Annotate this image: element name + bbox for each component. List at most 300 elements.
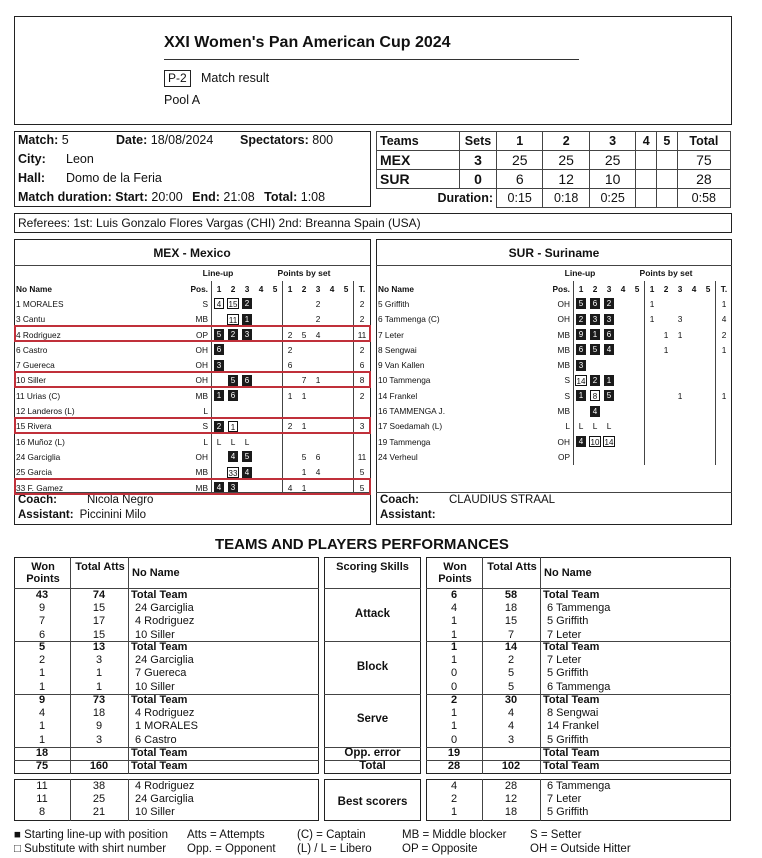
left-group-rule <box>14 760 319 761</box>
right-total-atts: 2 <box>507 654 515 667</box>
away-col-points-2: 2 <box>663 283 669 294</box>
away-points-cell <box>687 327 701 342</box>
home-player-pos: S <box>161 419 212 434</box>
home-lineup-cell <box>212 296 227 311</box>
left-won-points: 6 <box>38 628 46 641</box>
home-lineup-cell: L <box>216 436 222 447</box>
away-points-cell <box>701 327 716 342</box>
right-best-divider <box>540 779 541 821</box>
away-col-points-1: 1 <box>649 283 655 294</box>
away-lineup-cell <box>588 434 602 449</box>
away-lineup-cell <box>616 342 630 357</box>
left-won-points: 43 <box>35 589 49 601</box>
home-col-total: T. <box>358 283 366 294</box>
away-lineup-cell: L <box>606 421 612 432</box>
right-player: Total Team <box>543 641 600 653</box>
away-points-cell <box>687 449 701 464</box>
scoring-skills-header: Scoring Skills <box>336 561 409 573</box>
home-player-pos: OH <box>161 373 212 388</box>
away-player-name: 14 Frankel <box>378 390 418 401</box>
legend-item: MB = Middle blocker <box>402 829 507 841</box>
away-lineup-cell <box>616 296 630 311</box>
away-lineup-cell <box>574 357 589 372</box>
skill-rule <box>324 760 421 761</box>
away-lineup-cell <box>588 296 602 311</box>
home-lineup-cell <box>226 342 240 357</box>
right-player: 5 Griffith <box>547 615 589 628</box>
substitute-number: 4 <box>214 298 224 309</box>
score-duration-row: Duration: 0:15 0:18 0:25 0:58 <box>377 189 731 208</box>
away-points-cell <box>645 434 660 449</box>
skill-opp-error: Opp. error <box>344 747 401 759</box>
away-coach-name: CLAUDIUS STRAAL <box>448 494 556 506</box>
left-group-rule <box>14 694 319 695</box>
right-total-atts: 18 <box>504 602 518 615</box>
away-player-pos: OP <box>527 449 573 464</box>
away-player-pos: OH <box>527 296 573 311</box>
starting-position: 6 <box>576 344 586 355</box>
left-won-points: 9 <box>38 694 46 706</box>
home-points-cell: 4 <box>287 482 293 493</box>
home-total-cell: 6 <box>359 360 365 371</box>
away-total-cell <box>716 373 733 388</box>
away-points-cell <box>673 357 687 372</box>
away-lineup-cell <box>616 449 630 464</box>
right-player: 6 Tammenga <box>547 680 611 693</box>
away-lineup-cell <box>574 388 589 403</box>
away-points-cell <box>645 327 660 342</box>
right-won-points: 6 <box>450 589 458 601</box>
home-points-cell: 4 <box>315 467 321 478</box>
home-col-lineup-4: 4 <box>258 283 264 294</box>
home-player-name: 24 Garciglia <box>16 451 61 462</box>
left-total-atts: 3 <box>95 654 103 667</box>
left-total-atts: 15 <box>92 602 106 615</box>
right-won-points: 2 <box>450 793 458 806</box>
home-points-cell: 1 <box>301 390 307 401</box>
away-points-cell <box>687 419 701 434</box>
away-lineup-cell <box>630 388 645 403</box>
left-won-points: 11 <box>36 793 48 806</box>
away-points-cell <box>687 342 701 357</box>
away-player-row <box>376 403 732 418</box>
home-player-pos: OH <box>161 449 212 464</box>
away-player-name: 16 TAMMENGA J. <box>378 406 446 417</box>
away-column-headers <box>376 281 732 296</box>
away-total-cell <box>716 419 733 434</box>
home-player-pos: MB <box>161 388 212 403</box>
home-player-name: 4 Rodriguez <box>16 329 61 340</box>
home-points-cell: 6 <box>287 360 293 371</box>
away-points-cell: 3 <box>677 314 683 325</box>
home-points-cell <box>339 342 354 357</box>
home-lineup-cell: L <box>244 436 250 447</box>
score-header-row: Teams Sets 1 2 3 4 5 Total <box>377 132 731 151</box>
left-total-atts: 18 <box>92 707 106 720</box>
home-player-pos: OP <box>161 327 212 342</box>
away-player-name: 24 Verheul <box>378 451 418 462</box>
away-lineup-header: Line-up <box>564 268 596 278</box>
home-player-pos: OH <box>161 357 212 372</box>
away-points-cell <box>701 373 716 388</box>
left-total-atts: 1 <box>95 680 103 693</box>
starting-position: 5 <box>214 329 224 340</box>
home-player-name: 25 Garcia <box>16 467 52 478</box>
away-player-name: 5 Griffith <box>378 298 410 309</box>
home-total-cell: 2 <box>359 390 365 401</box>
away-lineup-cell <box>588 342 602 357</box>
away-col-points-3: 3 <box>677 283 683 294</box>
away-total-cell: 4 <box>721 314 727 325</box>
left-won-points: 8 <box>38 806 46 819</box>
home-lineup-cell <box>226 449 240 464</box>
home-column-headers <box>14 281 370 296</box>
home-total-cell: 5 <box>359 467 365 478</box>
away-player-name: 6 Tammenga (C) <box>378 314 440 325</box>
home-col-points-3: 3 <box>315 283 321 294</box>
left-total-atts: 9 <box>95 720 103 733</box>
home-lineup-cell <box>254 296 268 311</box>
away-player-row <box>376 342 732 357</box>
score-row-home: MEX 3 25 25 25 75 <box>377 151 731 170</box>
away-player-name: 10 Tammenga <box>378 375 431 386</box>
right-won-points: 0 <box>450 733 458 746</box>
away-lineup-cell <box>602 357 616 372</box>
home-points-cell: 5 <box>301 451 307 462</box>
left-won-points: 1 <box>38 720 46 733</box>
away-lineup-cell <box>588 327 602 342</box>
left-player: Total Team <box>131 694 188 706</box>
left-total-atts: 21 <box>92 806 106 819</box>
home-points-cell <box>297 296 311 311</box>
substitute-number: 15 <box>228 300 238 310</box>
right-group-rule <box>426 694 731 695</box>
legend-item: (L) / L = Libero <box>297 843 372 855</box>
left-total-atts: 3 <box>95 733 103 746</box>
away-points-cell <box>687 388 701 403</box>
home-lineup-cell <box>240 342 254 357</box>
starting-position: 4 <box>214 482 224 493</box>
away-player-pos: S <box>527 388 573 403</box>
skill-rule <box>324 641 421 642</box>
right-total-atts: 15 <box>504 615 518 628</box>
highlight-gamez <box>14 478 371 495</box>
left-player: 24 Garciglia <box>135 602 194 615</box>
right-total-atts: 18 <box>504 806 518 819</box>
right-total-atts: 28 <box>504 780 518 792</box>
home-total-cell: 2 <box>359 344 365 355</box>
right-group-rule <box>426 760 731 761</box>
home-points-cell <box>325 449 339 464</box>
away-lineup-cell <box>602 403 616 418</box>
away-points-cell <box>659 403 673 418</box>
right-won-points: 0 <box>450 667 458 680</box>
away-lineup-cell <box>630 312 645 327</box>
starting-position: 5 <box>576 298 586 309</box>
away-points-cell <box>673 449 687 464</box>
away-player-pos: S <box>527 373 573 388</box>
highlight-siller <box>14 371 371 388</box>
home-coach <box>18 494 153 506</box>
match-city: City: Leon <box>18 152 94 166</box>
away-lineup-cell <box>588 357 602 372</box>
right-won-points: 0 <box>450 680 458 693</box>
left-total-atts: 38 <box>92 780 106 792</box>
right-won-points: 1 <box>450 615 458 628</box>
left-won-points: 2 <box>38 654 46 667</box>
home-player-name: 12 Landeros (L) <box>16 406 75 417</box>
away-total-cell: 1 <box>721 298 727 309</box>
home-player-pos: L <box>161 434 212 449</box>
right-won-points: 19 <box>447 747 461 759</box>
left-player: 6 Castro <box>135 733 177 746</box>
away-points-cell <box>673 342 687 357</box>
home-col-0: No Name <box>16 283 52 294</box>
right-won-points: 1 <box>450 641 458 653</box>
left-won-points: 5 <box>38 641 46 653</box>
home-assistant-name: Piccinini Milo <box>79 509 147 521</box>
home-points-cell <box>339 434 354 449</box>
left-total-atts: 73 <box>92 694 106 706</box>
right-total-atts: 5 <box>507 680 515 693</box>
away-points-cell: 1 <box>663 329 669 340</box>
away-lineup-cell <box>574 373 589 388</box>
home-points-cell: 2 <box>315 314 321 325</box>
starting-position: 2 <box>576 314 586 325</box>
away-lineup-cell <box>616 419 630 434</box>
right-player: 5 Griffith <box>547 806 589 819</box>
away-lineup-cell <box>616 403 630 418</box>
left-best-divider <box>128 779 129 821</box>
legend-item: Opp. = Opponent <box>187 843 276 855</box>
referees: Referees: 1st: Luis Gonzalo Flores Vargas (CHI) 2nd: Breanna Spain (USA) <box>18 216 421 230</box>
home-col-points-2: 2 <box>301 283 307 294</box>
away-lineup-cell <box>630 357 645 372</box>
starting-position: 1 <box>214 390 224 401</box>
home-points-cell: 1 <box>301 467 307 478</box>
right-won-points: 2 <box>450 694 458 706</box>
home-player-name: 7 Guereca <box>16 360 55 371</box>
away-player-row <box>376 373 732 388</box>
skill-serve: Serve <box>356 713 389 725</box>
away-player-row <box>376 434 732 449</box>
away-lineup-cell <box>616 327 630 342</box>
starting-position: 4 <box>590 406 600 417</box>
away-lineup-cell <box>588 449 602 464</box>
right-total-atts: 30 <box>504 694 518 706</box>
home-lineup-header: Line-up <box>202 268 234 278</box>
score-table <box>376 131 731 208</box>
away-lineup-cell <box>630 373 645 388</box>
highlight-rodriguez <box>14 325 371 342</box>
starting-position: 6 <box>590 298 600 309</box>
home-points-cell <box>339 296 354 311</box>
away-coach <box>380 494 555 506</box>
away-points-cell <box>659 357 673 372</box>
home-col-lineup-2: 2 <box>230 283 236 294</box>
away-col-1: Pos. <box>527 281 573 296</box>
home-player-pos: MB <box>161 465 212 480</box>
right-group-rule <box>426 747 731 748</box>
legend-item: S = Setter <box>530 829 582 841</box>
away-points-cell <box>659 419 673 434</box>
home-player-name: 6 Castro <box>16 344 48 355</box>
away-lineup-cell <box>602 312 616 327</box>
away-lineup-cell <box>616 373 630 388</box>
right-col-divider <box>540 557 541 774</box>
away-total-cell: 1 <box>721 390 727 401</box>
left-player: 4 Rodriguez <box>135 780 195 792</box>
home-player-row <box>14 342 370 357</box>
away-points-cell <box>701 403 716 418</box>
home-points-cell <box>311 388 325 403</box>
away-col-points-4: 4 <box>691 283 697 294</box>
home-points-cell: 2 <box>287 329 293 340</box>
away-player-table <box>376 281 732 465</box>
left-total-atts: 1 <box>95 667 103 680</box>
substitute-number: 1 <box>228 421 238 432</box>
away-points-cell: 1 <box>677 390 683 401</box>
away-player-pos: MB <box>527 357 573 372</box>
right-total-atts: 4 <box>507 720 515 733</box>
right-player: 8 Sengwai <box>547 707 599 720</box>
match-duration: Match duration: Start: 20:00 End: 21:08 Total: 1:08 <box>18 190 326 204</box>
away-points-cell <box>659 388 673 403</box>
starting-position: 4 <box>242 467 252 478</box>
home-points-cell: 5 <box>301 329 307 340</box>
away-points-cell <box>701 357 716 372</box>
away-lineup-cell: L <box>578 421 584 432</box>
left-player: 10 Siller <box>135 806 175 819</box>
right-total-atts: 5 <box>507 667 515 680</box>
home-title-rule <box>14 265 370 266</box>
home-player-pos: MB <box>161 480 212 495</box>
left-player: 24 Garciglia <box>135 654 194 667</box>
away-col-total: T. <box>720 283 728 294</box>
left-total-atts: 160 <box>89 760 109 772</box>
away-col-points-5: 5 <box>701 281 716 296</box>
match-hall: Hall: Domo de la Feria <box>18 171 162 185</box>
away-player-name: 7 Leter <box>378 329 404 340</box>
away-points-cell <box>659 373 673 388</box>
right-player: 14 Frankel <box>547 720 599 733</box>
home-coach-name: Nicola Negro <box>86 494 154 506</box>
starting-position: 1 <box>576 390 586 401</box>
away-points-cell <box>687 312 701 327</box>
home-col-points-4: 4 <box>329 283 335 294</box>
home-lineup-cell <box>268 388 283 403</box>
left-group-rule <box>14 747 319 748</box>
home-player-name: 11 Urias (C) <box>16 390 61 401</box>
form-subtitle: Match result <box>201 71 270 85</box>
away-total-cell: 2 <box>721 329 727 340</box>
left-won-points: 4 <box>38 707 46 720</box>
away-points-cell <box>673 403 687 418</box>
starting-position: 6 <box>214 344 224 355</box>
away-player-pos: MB <box>527 403 573 418</box>
home-points-cell: 4 <box>315 329 321 340</box>
home-lineup-cell <box>268 296 283 311</box>
left-won-points-header: Won Points <box>26 561 60 585</box>
skills-header-rule <box>324 588 421 589</box>
starting-position: 2 <box>214 421 224 432</box>
home-lineup-cell <box>226 388 240 403</box>
legend-item: OH = Outside Hitter <box>530 843 631 855</box>
away-points-cell: 1 <box>649 298 655 309</box>
home-total-cell: 11 <box>357 329 367 340</box>
home-player-name: 33 F. Gamez <box>16 482 64 493</box>
away-lineup-cell: L <box>592 421 598 432</box>
away-points-cell <box>659 434 673 449</box>
away-lineup-cell <box>602 327 616 342</box>
home-total-cell: 2 <box>359 298 365 309</box>
starting-position: 3 <box>214 360 224 371</box>
home-total-cell: 8 <box>359 375 365 386</box>
legend-item: OP = Opposite <box>402 843 478 855</box>
away-points-cell <box>687 434 701 449</box>
away-points-cell <box>687 357 701 372</box>
home-points-cell <box>297 342 311 357</box>
away-points-cell <box>645 419 660 434</box>
starting-position: 2 <box>242 298 252 309</box>
starting-position: 2 <box>604 298 614 309</box>
away-points-cell <box>673 434 687 449</box>
away-col-lineup-5: 5 <box>630 281 645 296</box>
away-lineup-cell <box>574 449 589 464</box>
away-points-cell: 1 <box>677 329 683 340</box>
home-points-cell: 1 <box>315 375 321 386</box>
away-points-cell <box>645 449 660 464</box>
home-lineup-cell <box>240 449 254 464</box>
starting-position: 5 <box>242 451 252 462</box>
away-title-rule <box>376 265 732 266</box>
document-title: XXI Women's Pan American Cup 2024 <box>164 34 451 51</box>
home-player-row <box>14 434 370 449</box>
away-player-row <box>376 312 732 327</box>
away-points-cell <box>687 373 701 388</box>
home-lineup-cell: L <box>230 436 236 447</box>
left-player: 1 MORALES <box>135 720 198 733</box>
left-col-divider <box>128 557 129 774</box>
away-points-cell <box>645 373 660 388</box>
starting-position: 4 <box>576 436 586 447</box>
home-lineup-cell <box>240 388 254 403</box>
right-player: Total Team <box>543 589 600 601</box>
starting-position: 6 <box>228 390 238 401</box>
home-points-cell: 2 <box>315 298 321 309</box>
right-group-rule <box>426 641 731 642</box>
away-player-pos: OH <box>527 312 573 327</box>
starting-position: 2 <box>590 375 600 386</box>
right-won-points: 4 <box>450 602 458 615</box>
legend-item: Atts = Attempts <box>187 829 265 841</box>
home-total-cell: 11 <box>357 451 367 462</box>
starting-position: 3 <box>576 360 586 371</box>
home-lineup-cell <box>254 388 268 403</box>
starting-position: 4 <box>228 451 238 462</box>
skill-rule <box>324 747 421 748</box>
away-total-cell: 1 <box>721 344 727 355</box>
away-points-cell <box>659 312 673 327</box>
right-total-atts: 4 <box>507 707 515 720</box>
home-total-cell: 3 <box>359 421 365 432</box>
home-lineup-cell <box>268 342 283 357</box>
away-lineup-cell <box>630 296 645 311</box>
home-total-cell <box>354 434 371 449</box>
away-player-pos: MB <box>527 327 573 342</box>
away-team-title: SUR - Suriname <box>508 246 600 260</box>
left-won-points: 7 <box>38 615 46 628</box>
